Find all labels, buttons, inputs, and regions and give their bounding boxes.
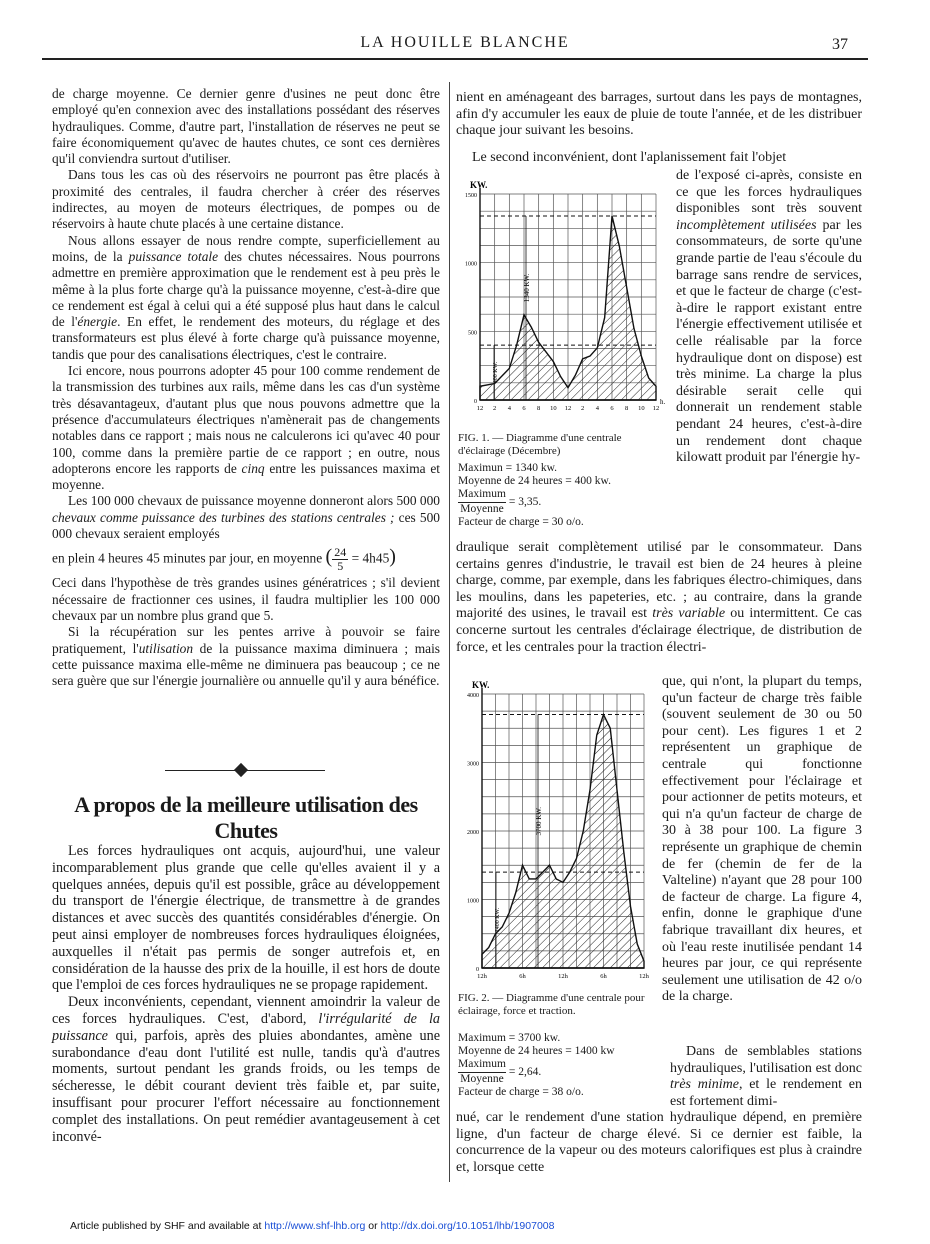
fig1-x-tick-label: 8 <box>537 405 541 412</box>
fig1-x-tick-label: 6 <box>610 405 614 412</box>
paragraph-lead: Le second inconvénient, dont l'aplanissement fait l'objet <box>472 150 787 165</box>
fraction-denominator: 5 <box>337 559 344 574</box>
fig2-mean-annotation: 1400 KW. <box>495 907 501 933</box>
paragraph: de charge moyenne. Ce dernier genre d'usines ne peut donc être employé qu'en connexion avec des installations possédant des réserves hydrauliques. Comme, d'autre part, l'installation de réserves ne peut se faire économiquement qu'avec de hautes chutes, ce sont ces dernières qu'il conviendra surtout d'utiliser. <box>52 86 440 167</box>
figure-2-load-factor: Facteur de charge = 38 o/o. <box>458 1085 584 1098</box>
figure-2-caption: FIG. 2. — Diagramme d'une centrale pour éclairage, force et traction. <box>458 992 645 1017</box>
right-column-top: nient en aménageant des barrages, surtout dans les pays de montagnes, afin d'y accumuler les eaux de pluie de toute l'année, et de les distribuer chaque jour suivant les besoins. <box>456 90 862 139</box>
figure-1-ratio: Maximum Moyenne = 3,35. <box>458 488 542 515</box>
figure-2-stats <box>458 1032 664 1099</box>
wrap-text-1: de l'exposé ci-après, consiste en ce que les forces hydrauliques disponibles sont très souvent incomplètement utilisées par les consommateurs, de sorte qu'une grande partie de l'eau s'écoule du barrage sans rendre de services, et que le facteur de charge (c'est-à-dire le rapport existant entre l'énergie effectivement utilisée et celle réalisable par la force hydraulique dont on dispose) est très minime. La charge la plus désirable serait celle qui donnerait un rendement stable pendant 24 heures, c'est-à-dire un rendement dont chaque kilowatt produit par l'énergie hy- <box>676 168 862 466</box>
fig1-x-tick-label: 6 <box>522 405 526 412</box>
fig1-mean-annotation: 400 KW. <box>493 361 499 384</box>
fig1-y-tick-label: 1000 <box>465 261 477 268</box>
fig1-x-tick-label: 4 <box>507 405 511 412</box>
page-number: 37 <box>832 36 848 53</box>
figure-2-mean: Moyenne de 24 heures = 1400 kw <box>458 1045 615 1058</box>
fig1-y-tick-label: 1500 <box>465 193 477 199</box>
fig2-y-tick-label: 2000 <box>467 830 479 836</box>
running-header: LA HOUILLE BLANCHE <box>360 34 570 51</box>
fig1-x-tick-label: 12 <box>564 405 572 412</box>
paragraph: Deux inconvénients, cependant, viennent amoindrir la valeur de ces forces hydrauliques. C'est, d'abord, l'irrégularité de la puissance qui, parfois, après des pluies abondantes, amène une surabondance d'eau dont l'utilité est nulle, tandis qu'à d'autres moments, surtout pendant les grands froids, ou les temps de sécheresse, le débit courant devient très faible et, par suite, insuffisant pour procurer l'effort nécessaire au fonctionnement complet des installations. On peut remédier avantageusement à cet inconvé- <box>52 994 441 1145</box>
fig2-x-tick-label: 12h <box>558 973 568 980</box>
column-divider <box>449 82 450 1182</box>
fig1-x-tick-label: 10 <box>638 405 645 412</box>
paragraph: Dans tous les cas où des réservoirs ne pourront pas être placés à proximité des centrales, il faudra chercher à créer des réserves indirectes, au moyen de moteurs électriques, de pompes ou de réservoirs à haute chute placés à une certaine distance. <box>52 167 440 232</box>
fig2-max-annotation: 3700 KW. <box>535 807 543 836</box>
fig2-y-tick-label: 4000 <box>467 693 479 699</box>
footer: Article published by SHF and available at http://www.shf-lhb.org or http://dx.doi.org/10.1051/lhb/1907008 <box>70 1220 555 1232</box>
paragraph: Ici encore, nous pourrons adopter 45 pour 100 comme rendement de la transmission des turbines aux rails, même dans les cas d'un système très désavantageux, d'autant plus que nous pouvons admettre que la présence d'accumulateurs électriques n'amènerait pas de changements notables dans ce rapport ; mais nous ne calculerons ici qu'avec 40 pour 100, comme dans la première partie de ce rapport ; en outre, nous adopterons encore les rapports de cinq entre les puissances maxima et moyenne. <box>52 363 440 493</box>
paragraph: Les forces hydrauliques ont acquis, aujourd'hui, une valeur incomparablement plus grande que celle qu'elles avaient il y a quelques années, depuis qu'il est possible, grâce au développement du transport de l'énergie électrique, de transmettre à de grandes distances et avec succès des quantités considérables d'énergie. On peut ainsi employer de nombreuses forces hydrauliques éloignées, auxquelles il n'était pas permis de songer autrefois et, en considération de la hausse des prix de la houille, il est hors de doute que l'emploi de ces forces hydrauliques ne se propage rapidement. <box>52 843 440 994</box>
fig1-x-tick-label: 12 <box>652 405 660 412</box>
wrap-text-2: que, qui n'ont, la plupart du temps, qu'un facteur de charge très faible (souvent seulement de 30 ou 50 pour cent). Les figures 1 et 2 représentent un graphique de centrale qui fonctionne effectivement pour l'éclairage et pour actionner de petits moteurs, et qui n'a qu'un facteur de charge de 30 à 38 pour 100. La figure 3 représente un graphique de chemin de fer (chemin de fer de la Valteline) n'ayant que 28 pour 100 de facteur de charge. La figure 4, enfin, donne le graphique d'une fabrique travaillant dix heures, et où l'eau reste inutilisée pendant 14 heures par jour, ce qui représente seulement une utilisation de 42 o/o de la charge. <box>662 674 862 1005</box>
fig2-unit-label: KW. <box>472 680 490 690</box>
header-rule <box>42 58 868 60</box>
fig1-x-tick-label: 4 <box>595 405 599 412</box>
paragraph: Les 100 000 chevaux de puissance moyenne donneront alors 500 000 chevaux comme puissance des turbines des stations centrales ; ces 500 000 chevaux seraient employés <box>52 493 440 542</box>
article-left-column <box>52 843 440 1145</box>
wrap-text-3: Dans de semblables stations hydrauliques, l'utilisation est donc très minime, et le rendement en est fortement dimi- <box>670 1044 862 1109</box>
footer-link-shf[interactable]: http://www.shf-lhb.org <box>264 1220 366 1232</box>
figure-1-maximum: Maximun = 1340 kw. <box>458 462 558 474</box>
paragraph: Ceci dans l'hypothèse de très grandes usines génératrices ; s'il devient nécessaire de fractionner ces usines, il faudra multiplier les 100 000 chevaux par un nombre plus grand que 5. <box>52 575 440 623</box>
figure-2-maximum: Maximum = 3700 kw. <box>458 1032 561 1044</box>
fig1-unit-label: KW. <box>470 180 488 190</box>
fig1-x-tick-label: 8 <box>625 405 629 412</box>
separator-ornament <box>234 763 248 777</box>
figure-1-mean: Moyenne de 24 heures = 400 kw. <box>458 475 611 488</box>
fig1-x-tick-label: 12 <box>476 405 484 412</box>
right-column-middle: draulique serait complètement utilisé par le consommateur. Dans certains genres d'industrie, le travail est bien de 24 heures à pleine charge, comme, par exemple, dans les fabriques électro-chimiques, dans les moulins, dans les papeteries, etc. ; au contraire, dans la grande majorité des usines, le travail est très variable ou intermittent. Ce cas concerne surtout les centrales d'éclairage électrique, de distribution de force, et les centrales pour la traction électri- <box>456 540 862 655</box>
fig1-x-tick-label: 2 <box>581 405 585 412</box>
fig2-y-tick-label: 1000 <box>467 898 479 905</box>
fig1-max-annotation: 1340 KW. <box>523 273 531 303</box>
fig1-y-tick-label: 0 <box>474 399 477 405</box>
fig1-x-tick-label: 2 <box>493 405 497 412</box>
article-title: A propos de la meilleure utilisation des Chutes <box>74 792 418 843</box>
fig1-y-tick-label: 500 <box>468 330 477 337</box>
paragraph: Si la récupération sur les pentes arrive à pouvoir se faire pratiquement, l'utilisation de la puissance maxima diminuera ; mais cette puissance maxima elle-même ne diminuera pas beaucoup ; ce ne sera guère que sur l'énergie journalière ou annuelle qu'il y aura bénéfice. <box>52 624 440 689</box>
fig2-x-tick-label: 12h <box>639 973 649 980</box>
fig1-x-tick-label: 10 <box>550 405 557 412</box>
formula-line: en plein 4 heures 45 minutes par jour, en moyenne ( $\frac{24}{5}$ = 4h45) <box>52 545 396 574</box>
fig2-y-tick-label: 3000 <box>467 761 479 768</box>
fraction-numerator: 24 <box>334 545 347 560</box>
fig2-x-tick-label: 12h <box>477 973 487 980</box>
fig2-x-tick-label: 6h <box>600 973 607 980</box>
figure-1-stats <box>458 462 668 529</box>
figure-2-ratio: Maximum Moyenne = 2,64. <box>458 1058 542 1085</box>
figure-1-chart <box>456 166 668 416</box>
paragraph: Nous allons essayer de nous rendre compte, superficiellement au moins, de la puissance totale des chutes nécessaires. Nous pourrons admettre en première approximation que le rendement est à peu près le même à la plus forte charge qu'à la puissance moyenne, c'est-à-dire que ce rendement est égal à celui qui a été supposé plus haut dans le calcul de l'énergie. En effet, le rendement des moteurs, du réglage et des transformateurs est plus élevé à forte charge qu'à puissance moyenne, tandis que pour des canalisations électriques, c'est le contraire. <box>52 232 441 362</box>
figure-2-chart <box>456 672 658 988</box>
footer-link-doi[interactable]: http://dx.doi.org/10.1051/lhb/1907008 <box>380 1220 555 1232</box>
fig2-y-tick-label: 0 <box>476 967 479 973</box>
figure-1-load-factor: Facteur de charge = 30 o/o. <box>458 515 584 528</box>
figure-1-caption: FIG. 1. — Diagramme d'une centrale d'éclairage (Décembre) <box>458 432 622 457</box>
right-column-bottom: nué, car le rendement d'une station hydraulique dépend, en première ligne, d'un facteur de charge élevé. Si ce dernier est faible, la concurrence de la vapeur ou des moteurs calorifiques est plus à craindre et, lorsque cette <box>456 1110 862 1175</box>
left-column <box>52 86 440 689</box>
fig1-x-unit-label: h. <box>660 398 666 406</box>
fig2-x-tick-label: 6h <box>519 973 526 980</box>
